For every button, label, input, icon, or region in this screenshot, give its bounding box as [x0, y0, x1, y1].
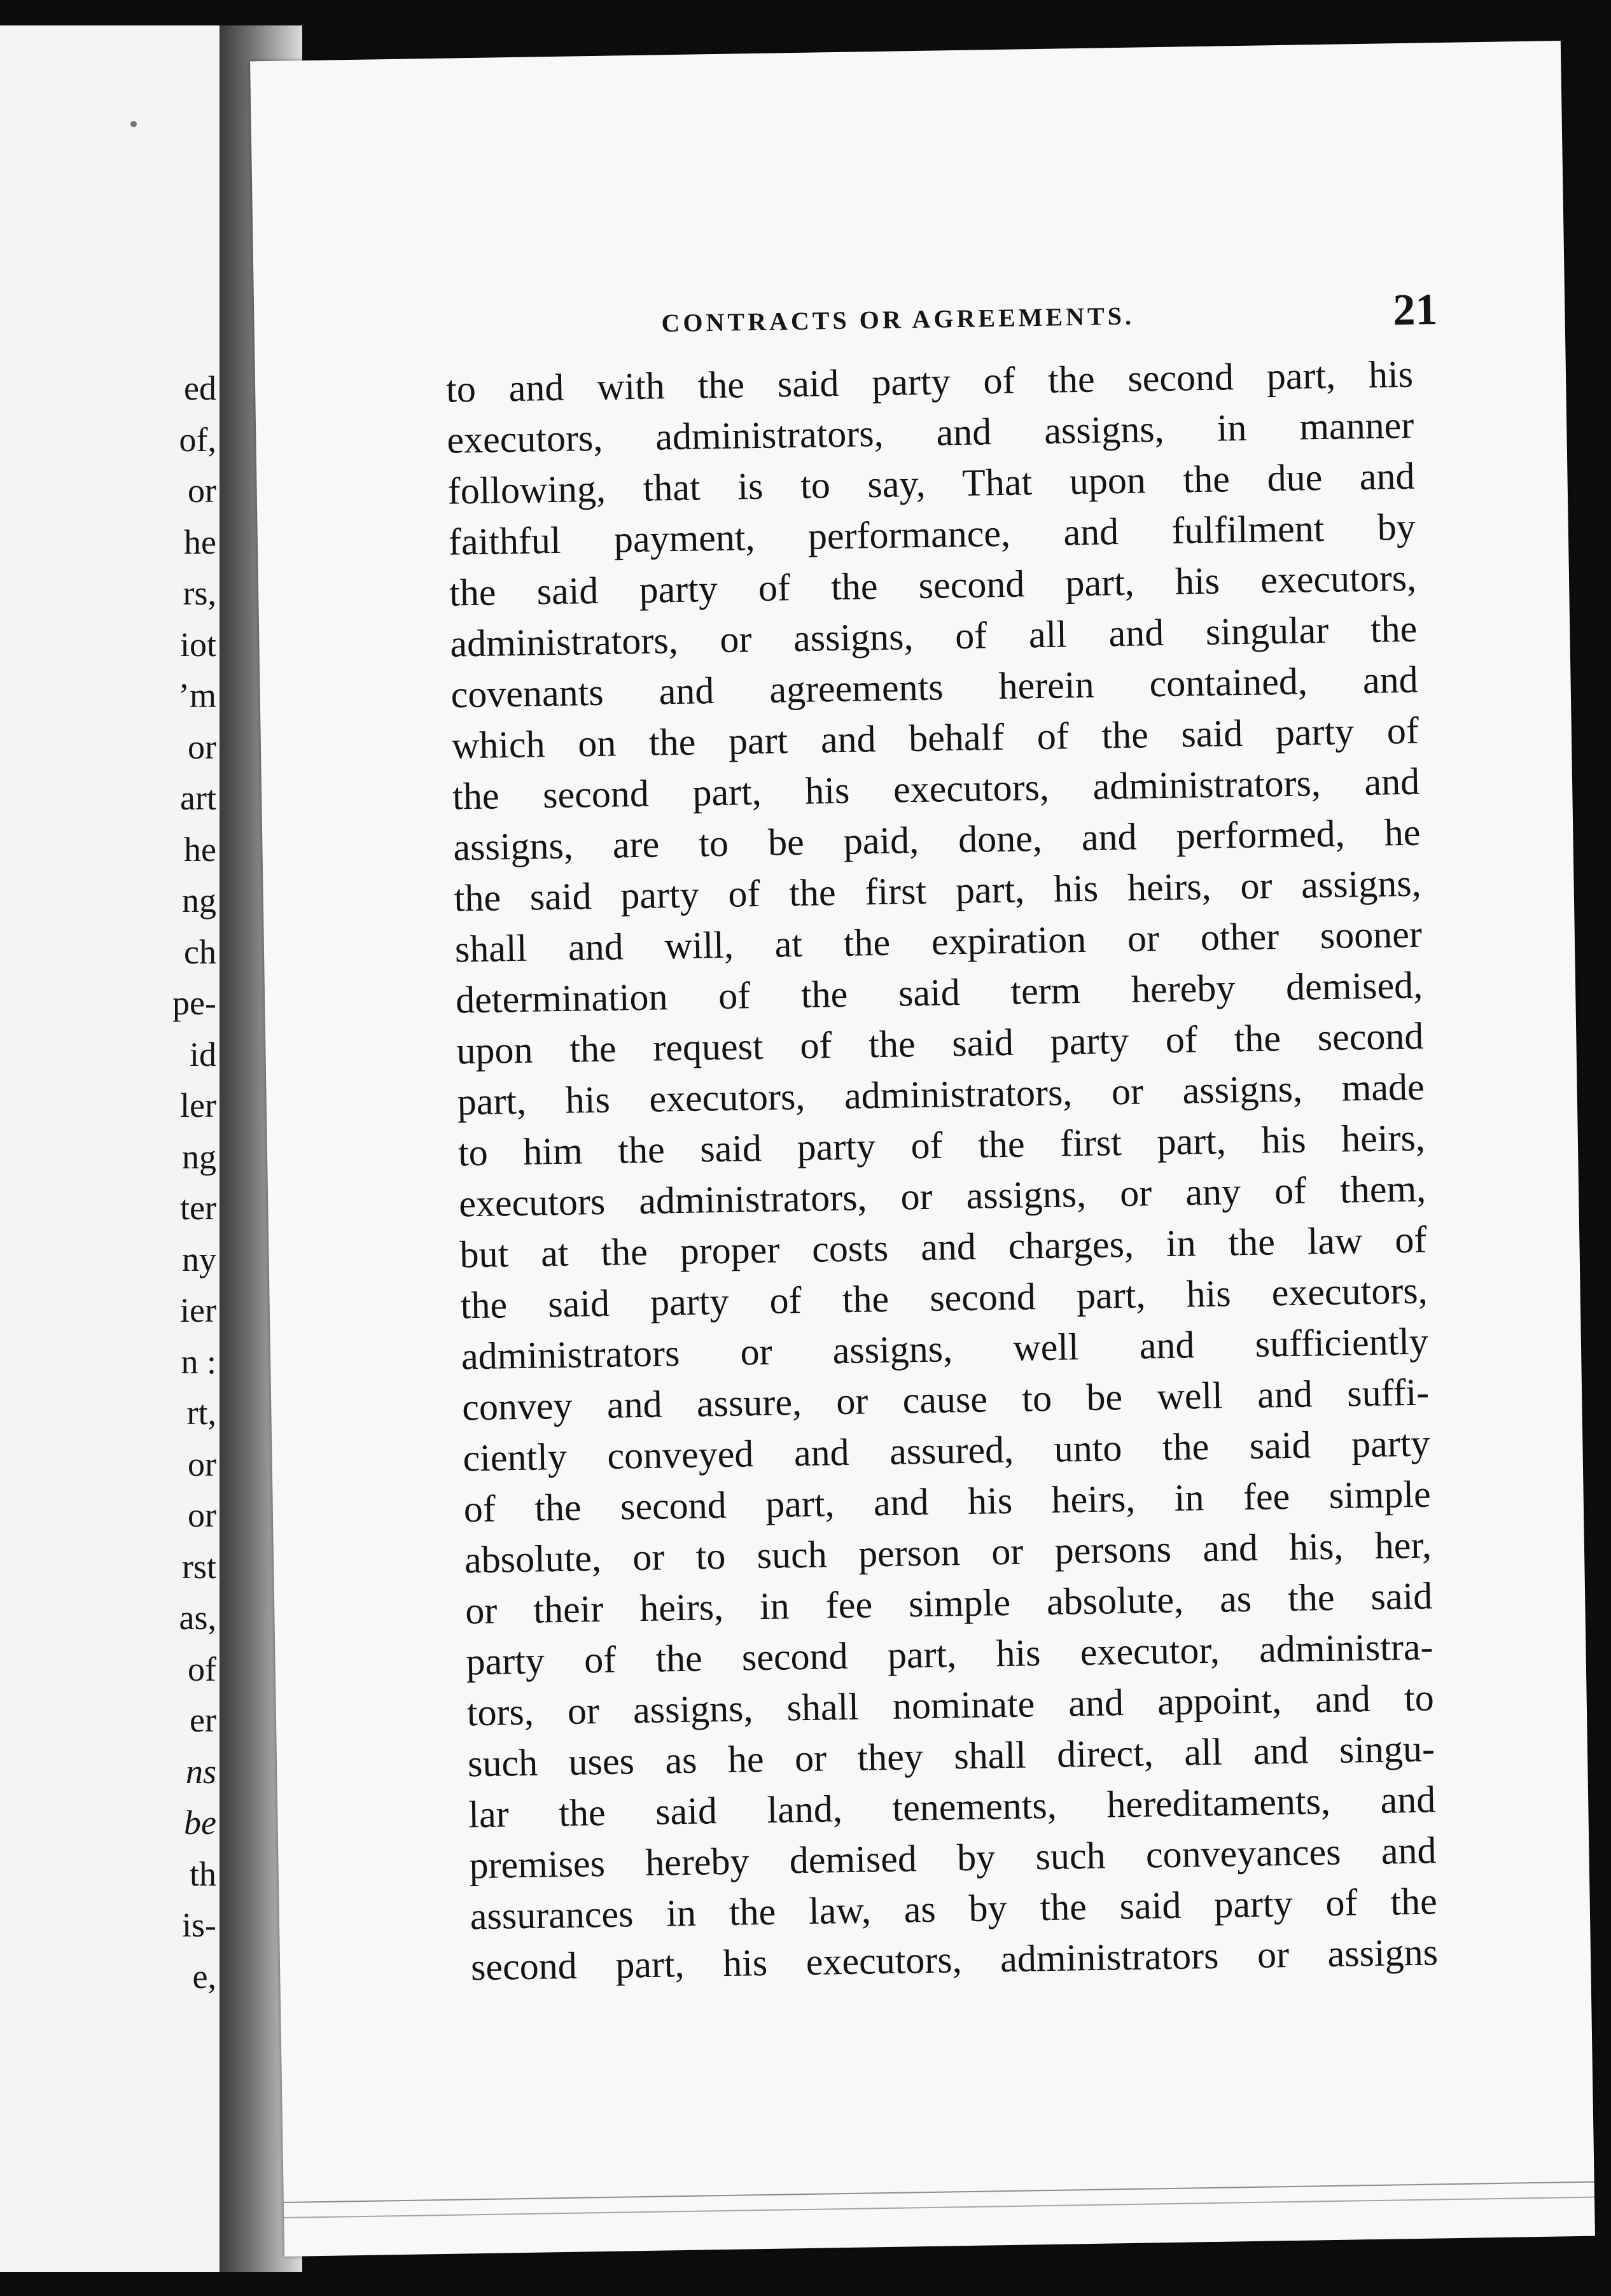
text-line: upon the request of the said party of the second	[456, 1014, 1424, 1072]
text-line: second part, his executors, administrators or assigns	[470, 1931, 1439, 1989]
text-line: which on the part and behalf of the said party of	[451, 709, 1419, 767]
text-line: the said party of the second part, his executors,	[449, 556, 1417, 614]
text-line: absolute, or to such person or persons and his, her,	[464, 1523, 1432, 1581]
text-line: assurances in the law, as by the said party of the	[470, 1880, 1438, 1938]
left-fragment: e,	[192, 1957, 216, 1996]
left-fragment: ng	[182, 1137, 216, 1176]
text-line: executors, administrators, and assigns, in manner	[446, 403, 1414, 461]
text-line: or their heirs, in fee simple absolute, as the said	[464, 1574, 1433, 1632]
left-fragment: of	[188, 1649, 216, 1688]
running-head: CONTRACTS OR AGREEMENTS.	[661, 301, 1135, 338]
left-fragment: as,	[179, 1599, 216, 1637]
text-line: to and with the said party of the second part, his	[445, 353, 1414, 410]
text-line: part, his executors, administrators, or assigns, made	[457, 1065, 1425, 1123]
left-fragment: or	[188, 727, 216, 766]
right-main-page	[250, 41, 1595, 2257]
left-fragment: rt,	[186, 1394, 216, 1432]
text-line: the said party of the first part, his heirs, or assigns,	[454, 862, 1422, 920]
text-line: shall and will, at the expiration or other sooner	[454, 913, 1423, 970]
left-fragment: ter	[180, 1189, 216, 1227]
text-line: lar the said land, tenements, hereditaments, and	[468, 1778, 1436, 1836]
text-line: such uses as he or they shall direct, all and singu-	[467, 1727, 1435, 1785]
left-fragment: th	[189, 1854, 216, 1893]
left-fragment: ed	[184, 369, 216, 407]
body-text	[446, 349, 1439, 1993]
left-fragment: rst	[182, 1547, 216, 1586]
left-fragment: or	[188, 1445, 216, 1483]
page-header	[445, 284, 1476, 357]
left-fragment: he	[184, 830, 216, 869]
text-line: assigns, are to be paid, done, and performed, he	[452, 811, 1421, 869]
text-line: covenants and agreements herein contained, and	[450, 658, 1419, 716]
left-fragment: ns	[185, 1752, 216, 1791]
left-fragment: ch	[184, 932, 216, 971]
left-fragment: is-	[182, 1906, 216, 1944]
text-line: following, that is to say, That upon the due and	[447, 454, 1416, 512]
left-fragment: or	[188, 472, 216, 510]
print-speck	[130, 121, 137, 127]
left-fragment: he	[184, 522, 216, 561]
text-line: administrators or assigns, well and sufficiently	[461, 1320, 1429, 1378]
text-line: party of the second part, his executor, administra-	[466, 1625, 1433, 1683]
left-fragment: or	[188, 1496, 216, 1534]
text-line: the said party of the second part, his executors,	[460, 1269, 1428, 1327]
text-line: convey and assure, or cause to be well and suffi-	[461, 1371, 1430, 1429]
text-line: premises hereby demised by such conveyances and	[469, 1829, 1437, 1887]
text-line: of the second part, and his heirs, in fee simple	[463, 1473, 1432, 1530]
text-line: executors administrators, or assigns, or any of them,	[458, 1167, 1426, 1225]
left-fragment: of,	[179, 420, 216, 459]
text-line: the second part, his executors, administrators, and	[452, 760, 1420, 818]
left-fragment: er	[190, 1701, 216, 1739]
left-fragment: n :	[181, 1342, 216, 1381]
left-fragment: ler	[180, 1086, 216, 1124]
left-fragment: ier	[180, 1291, 216, 1329]
left-facing-page	[0, 25, 221, 2272]
left-fragment: iot	[179, 625, 216, 664]
left-page-line-fragments	[0, 363, 216, 2002]
text-line: but at the proper costs and charges, in the law of	[459, 1218, 1427, 1276]
page-number: 21	[1392, 285, 1438, 335]
text-line: to him the said party of the first part, his heirs,	[457, 1116, 1426, 1174]
text-line: faithful payment, performance, and fulfilment by	[448, 505, 1416, 563]
left-fragment: ng	[182, 881, 216, 920]
text-line: administrators, or assigns, of all and singular the	[449, 607, 1418, 665]
left-fragment: be	[184, 1803, 216, 1842]
page-bottom-edge	[284, 2181, 1594, 2218]
left-fragment: ny	[182, 1240, 216, 1278]
left-fragment: id	[189, 1035, 216, 1074]
left-fragment: art	[180, 779, 216, 817]
left-fragment: pe-	[172, 984, 216, 1022]
text-line: tors, or assigns, shall nominate and appoint, and to	[466, 1676, 1435, 1734]
text-line: determination of the said term hereby demised,	[455, 963, 1423, 1021]
text-line: ciently conveyed and assured, unto the said party	[463, 1422, 1430, 1480]
left-fragment: ’m	[178, 676, 216, 715]
left-fragment: rs,	[183, 574, 216, 612]
